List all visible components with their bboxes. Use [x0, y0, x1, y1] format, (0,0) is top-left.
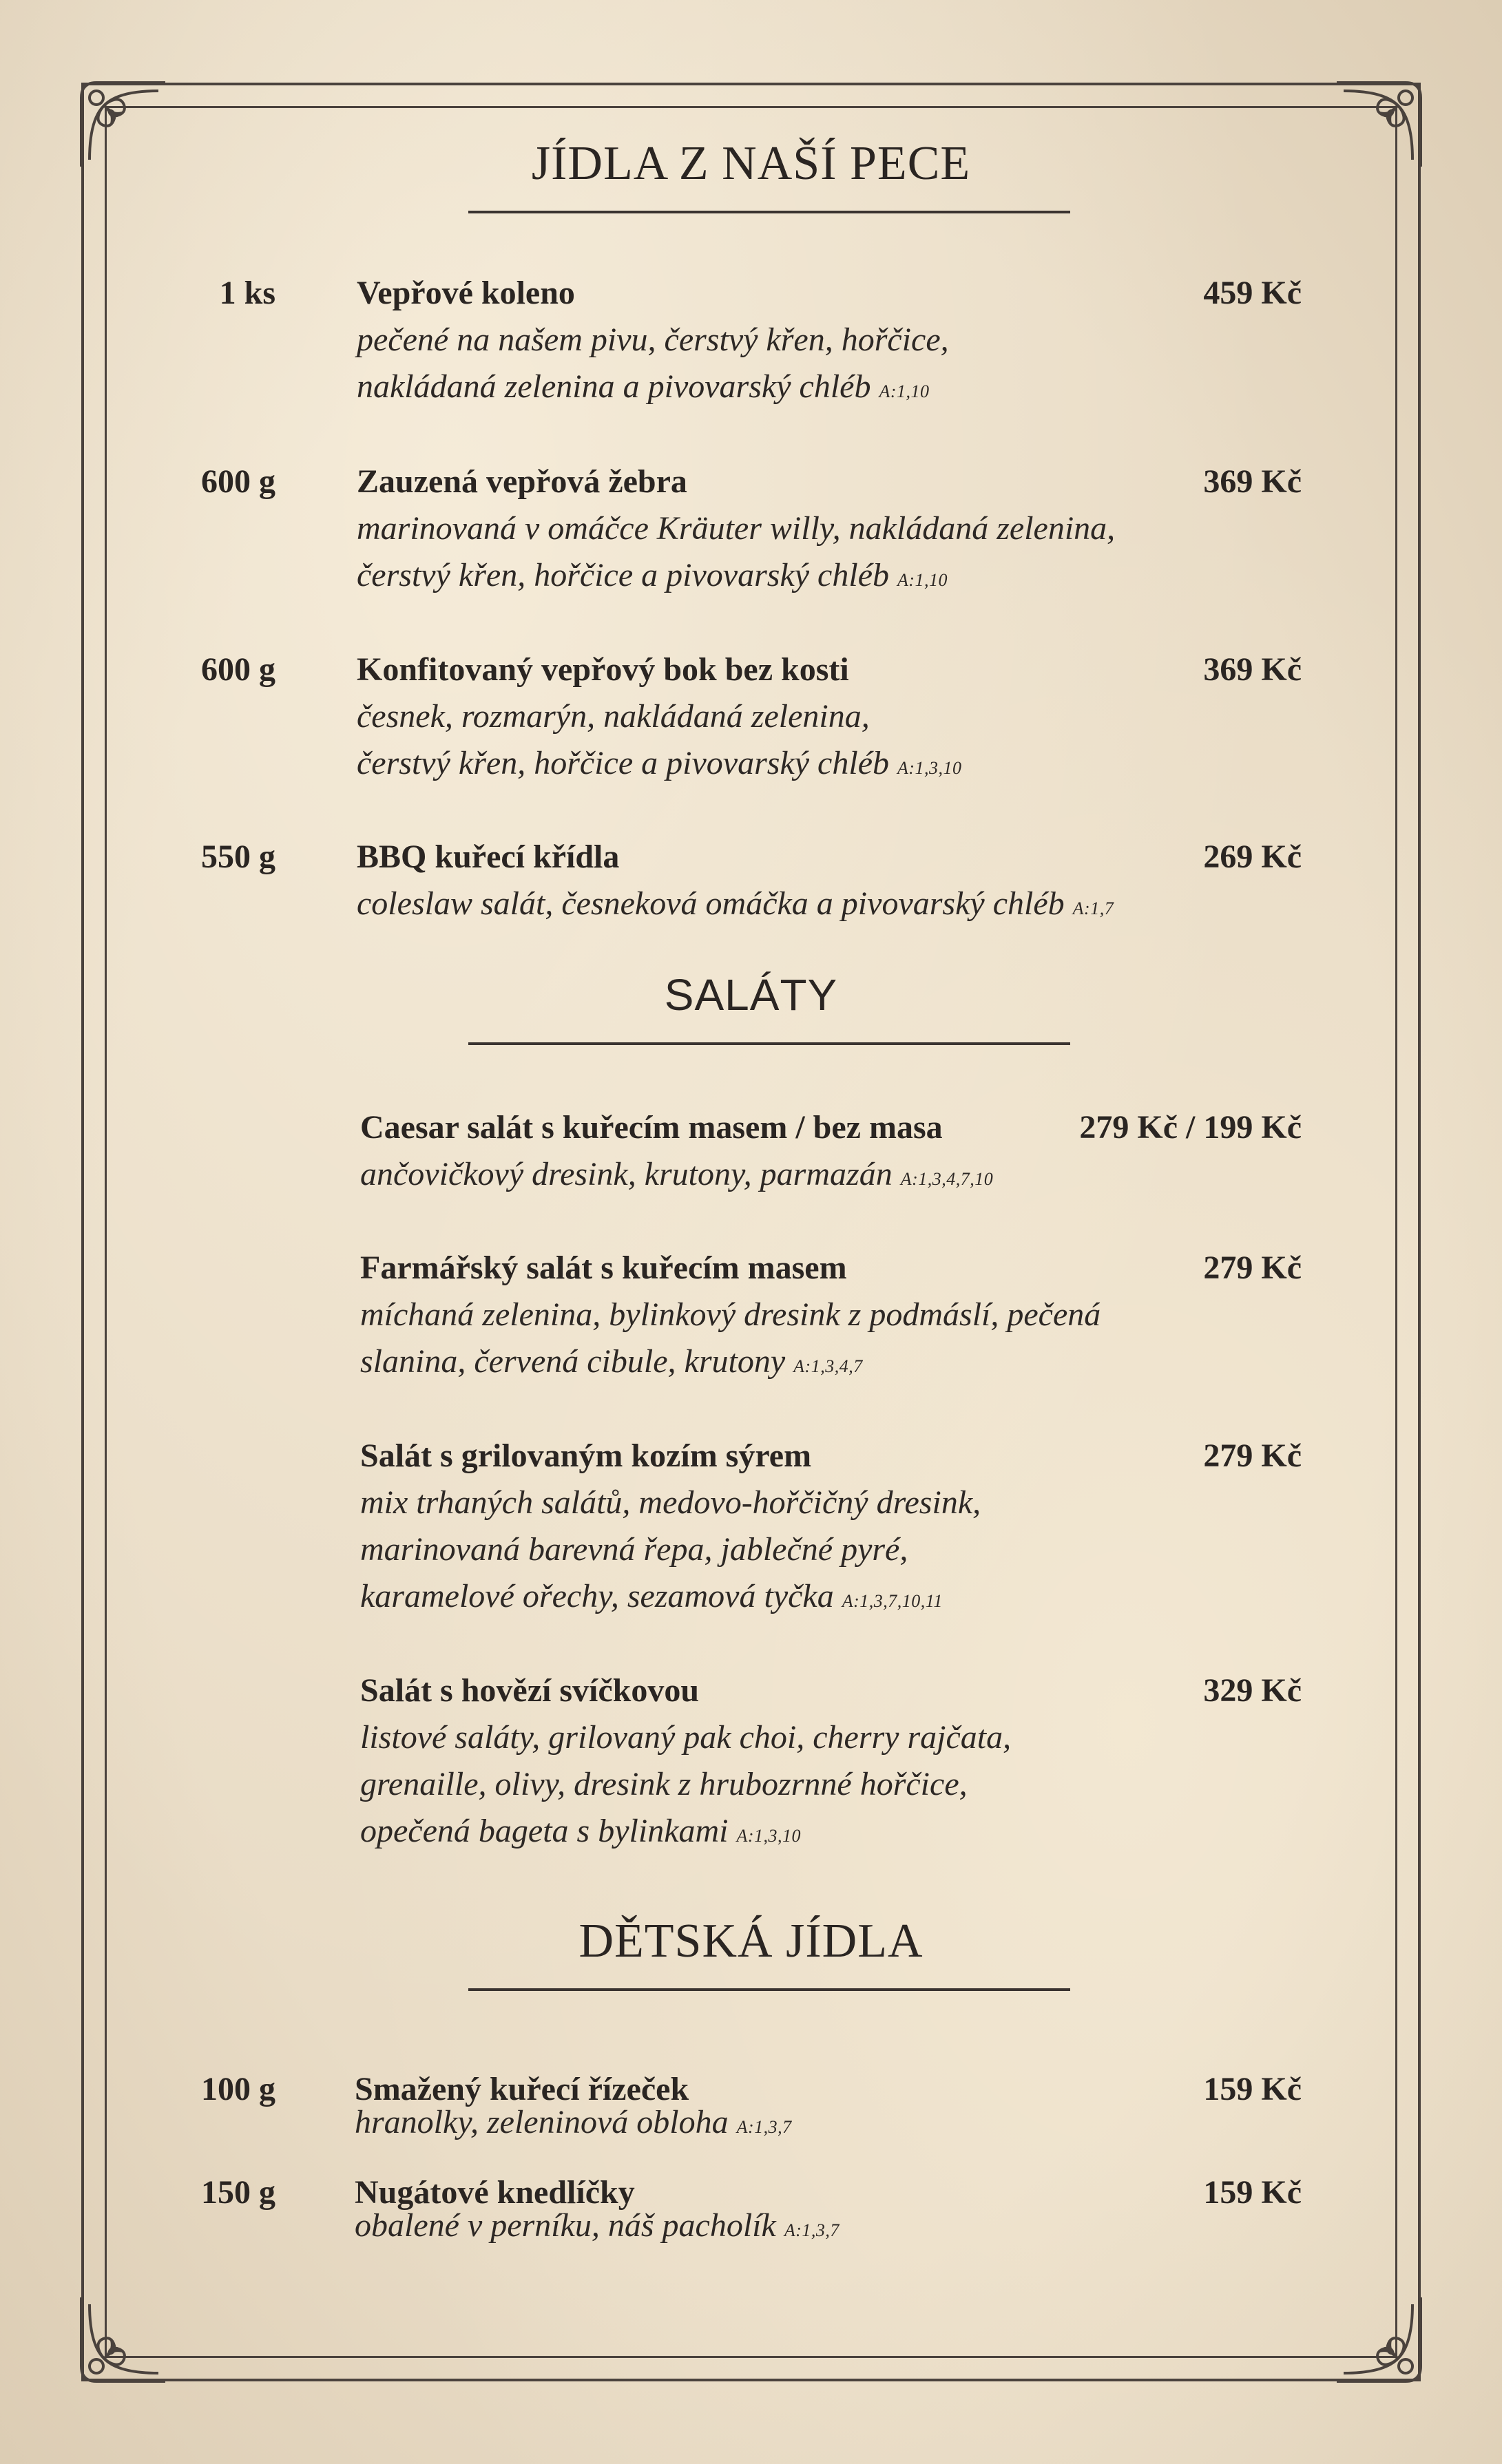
item-name: Vepřové koleno: [357, 275, 575, 311]
allergen-codes: A:1,10: [897, 570, 948, 590]
item-price: 279 Kč: [1203, 1250, 1302, 1286]
allergen-codes: A:1,7: [1072, 898, 1114, 918]
allergen-codes: A:1,3,7: [784, 2220, 839, 2240]
item-quantity: 600 g: [201, 463, 275, 500]
item-price: 279 Kč: [1203, 1438, 1302, 1474]
allergen-codes: A:1,3,7,10,11: [842, 1591, 943, 1611]
item-description: míchaná zelenina, bylinkový dresink z podmáslí, pečená slanina, červená cibule, krutony A:1,3,4,7: [360, 1296, 1101, 1380]
section-divider: [468, 1042, 1070, 1045]
item-description: listové saláty, grilovaný pak choi, cherry rajčata, grenaille, olivy, dresink z hrubozrnné hořčice, opečená bageta s bylinkami A:1,3,10: [360, 1719, 1012, 1849]
item-quantity: 150 g: [201, 2174, 275, 2211]
item-price: 269 Kč: [1203, 839, 1302, 875]
section-divider: [468, 1988, 1070, 1991]
allergen-codes: A:1,3,4,7: [793, 1356, 863, 1376]
item-quantity: 1 ks: [219, 275, 275, 311]
allergen-codes: A:1,3,10: [897, 758, 962, 778]
corner-ornament-icon: [69, 2291, 172, 2394]
corner-ornament-icon: [1330, 2291, 1433, 2394]
item-description: coleslaw salát, česneková omáčka a pivovarský chléb A:1,7: [357, 885, 1114, 922]
item-price: 329 Kč: [1203, 1672, 1302, 1709]
section-title-kids: DĚTSKÁ JÍDLA: [578, 1915, 924, 1968]
item-description: obalené v perníku, náš pacholík A:1,3,7: [355, 2207, 839, 2244]
section-title-salads: SALÁTY: [664, 970, 838, 1020]
item-name: Konfitovaný vepřový bok bez kosti: [357, 651, 849, 688]
allergen-codes: A:1,10: [879, 381, 930, 401]
item-name: Salát s hovězí svíčkovou: [360, 1672, 700, 1709]
item-name: Zauzená vepřová žebra: [357, 463, 687, 500]
item-price: 369 Kč: [1203, 463, 1302, 500]
item-price: 369 Kč: [1203, 651, 1302, 688]
section-title-bakery: JÍDLA Z NAŠÍ PECE: [531, 137, 971, 190]
item-name: Nugátové knedlíčky: [355, 2174, 635, 2211]
item-quantity: 100 g: [201, 2071, 275, 2107]
item-price: 279 Kč / 199 Kč: [1079, 1109, 1302, 1146]
item-name: Smažený kuřecí řízeček: [355, 2071, 689, 2107]
item-description: hranolky, zeleninová obloha A:1,3,7: [355, 2104, 792, 2140]
item-name: Caesar salát s kuřecím masem / bez masa: [360, 1109, 943, 1146]
section-divider: [468, 211, 1070, 213]
item-description: česnek, rozmarýn, nakládaná zelenina, čerstvý křen, hořčice a pivovarský chléb A:1,3,10: [357, 698, 962, 781]
item-quantity: 550 g: [201, 839, 275, 875]
item-price: 159 Kč: [1203, 2071, 1302, 2107]
item-name: Farmářský salát s kuřecím masem: [360, 1250, 847, 1286]
menu-frame-inner: [105, 106, 1397, 2358]
item-name: BBQ kuřecí křídla: [357, 839, 620, 875]
item-description: ančovičkový dresink, krutony, parmazán A:1,3,4,7,10: [360, 1156, 994, 1192]
allergen-codes: A:1,3,10: [736, 1826, 802, 1846]
item-description: pečené na našem pivu, čerstvý křen, hořčice, nakládaná zelenina a pivovarský chléb A:1,10: [357, 322, 949, 405]
item-price: 159 Kč: [1203, 2174, 1302, 2211]
item-description: marinovaná v omáčce Kräuter willy, nakládaná zelenina, čerstvý křen, hořčice a pivovarský chléb A:1,10: [357, 510, 1116, 593]
item-quantity: 600 g: [201, 651, 275, 688]
allergen-codes: A:1,3,7: [736, 2117, 792, 2137]
allergen-codes: A:1,3,4,7,10: [900, 1169, 994, 1189]
item-description: mix trhaných salátů, medovo-hořčičný dresink, marinovaná barevná řepa, jablečné pyré, karamelové ořechy, sezamová tyčka A:1,3,7,10,11: [360, 1484, 981, 1614]
item-price: 459 Kč: [1203, 275, 1302, 311]
item-name: Salát s grilovaným kozím sýrem: [360, 1438, 812, 1474]
